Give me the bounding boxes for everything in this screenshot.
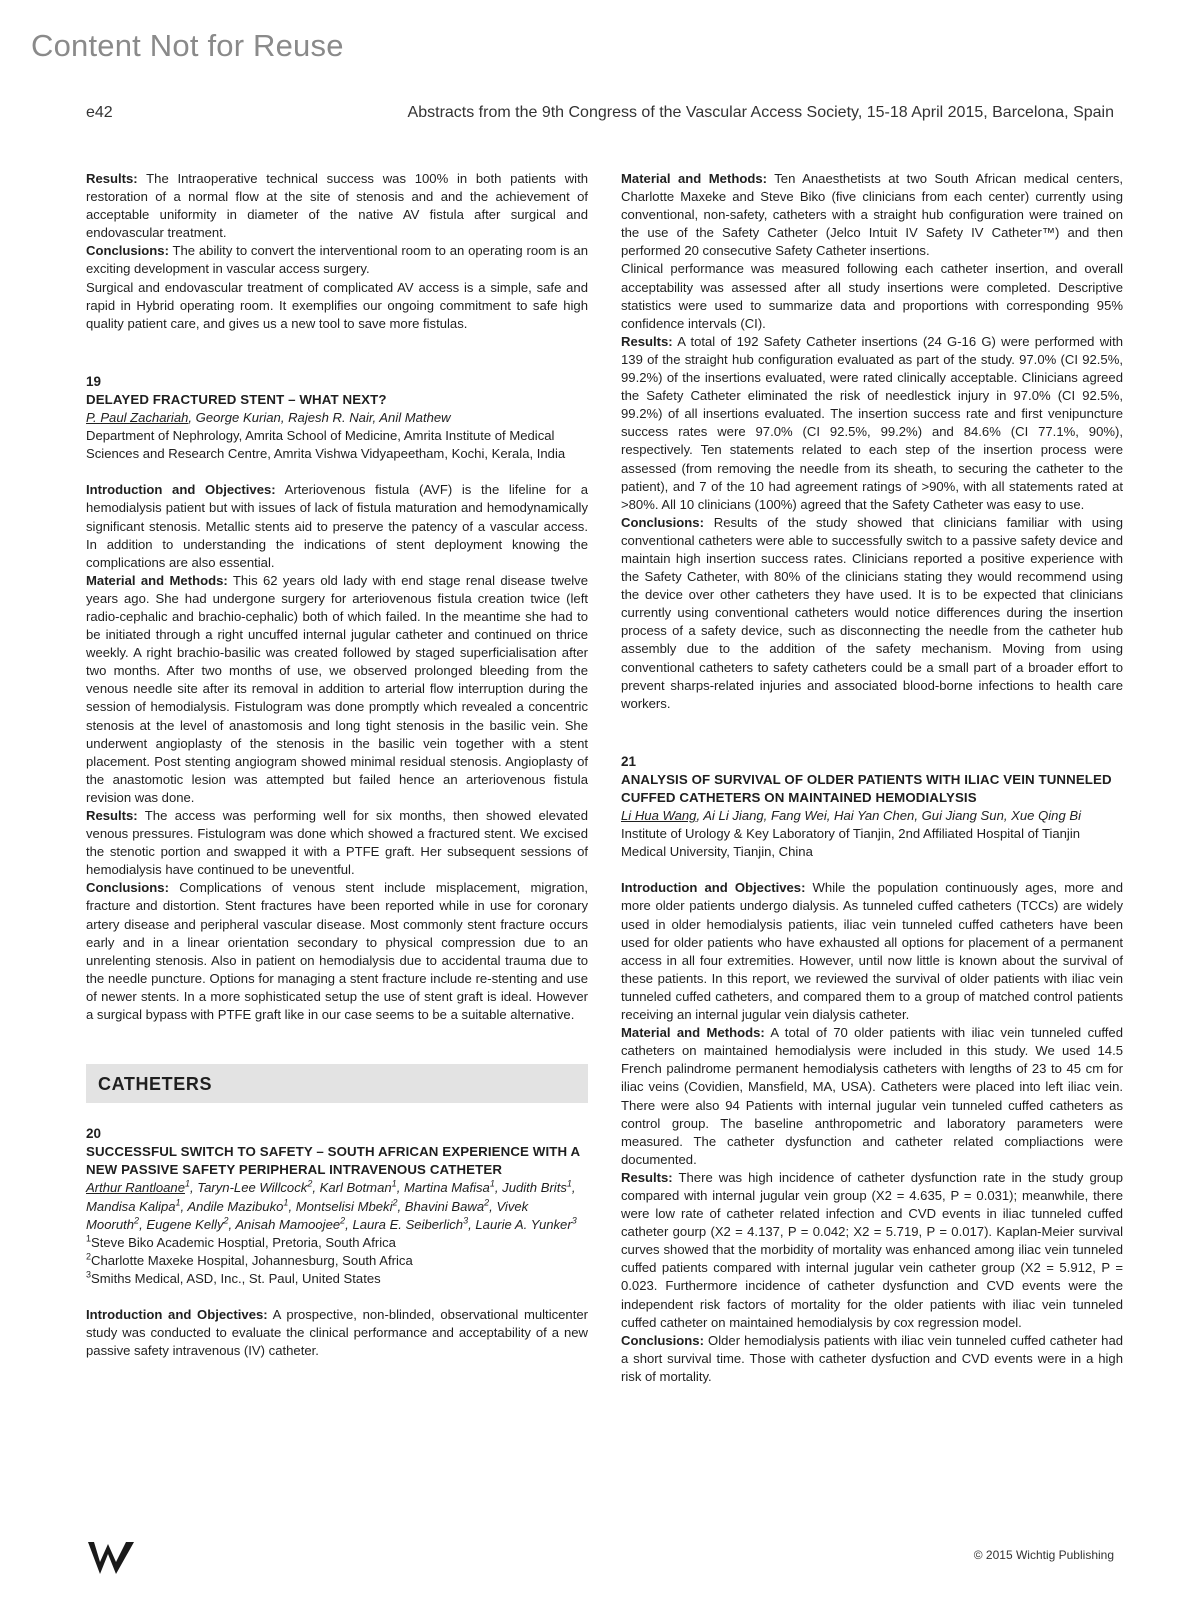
section-label: Conclusions: — [86, 880, 169, 896]
abstract-number: 19 — [86, 373, 102, 389]
body-text: The access was performing well for six months, then showed elevated venous pressures. Fistulogram was done which showed a fractured stent. We excised the stenotic portion and swapped it with a PTFE graft. Her subsequent sessions of hemodialysis have continued to be uneventful. — [86, 808, 588, 878]
affiliation-2: $^2$Charlotte Maxeke Hospital, Johannesburg, South Africa — [86, 1251, 413, 1268]
coauthors: , George Kurian, Rajesh R. Nair, Anil Mathew — [188, 410, 451, 426]
author-affiliation-mark: 2 — [223, 1215, 229, 1226]
body-text: The ability to convert the interventional room to an operating room is an exciting development in vascular access surgery. — [86, 243, 588, 277]
abstract-affiliation: Institute of Urology & Key Laboratory of Tianjin, 2nd Affiliated Hospital of Tianjin Medical University, Tianjin, China — [621, 826, 1081, 860]
section-label: Conclusions: — [86, 243, 169, 259]
page-number: e42 — [86, 104, 113, 121]
body-text: While the population continuously ages, more and more older patients undergo dialysis. As tunneled cuffed catheters (TCCs) are widely used in older hemodialysis patients, iliac vein tunneled cuffed catheters have been used for older patients who have exhausted all options for placement of a permanent access in all four extremities. However, until now little is known about the survival of these patients. In this report, we reviewed the survival of older patients with iliac vein tunneled cuffed catheters, and compared them to a group of matched control patients receiving an internal jugular vein dialysis catheter. — [621, 880, 1124, 1023]
author-name: Mandisa Kalipa — [86, 1198, 176, 1214]
body-text: Arteriovenous fistula (AVF) is the lifeline for a hemodialysis patient but with issues of lack of fistula maturation and hemodynamically significant stenosis. Metallic stents aid to preserve the patency of a vascular access. In addition to understanding the indications of stent deployment knowing the complications are also essential. — [86, 482, 589, 570]
section-label: Introduction and Objectives: — [621, 880, 806, 896]
body-text: There was high incidence of catheter dysfunction rate in the study group compared with internal jugular vein group (X2 = 4.635, P = 0.031); meanwhile, there were low rate of catheter related infection and CVD events in iliac tunneled cuffed catheter gourp (X2 = 4.137, P = 0.042; X2 = 5.719, P = 0.017). Kaplan-Meier survival curves showed that the morbidity of mortality was enhanced among iliac vein tunneled cuffed patients compared with internal jugular vein catheter group (X2 = 5.912, P = 0.023. Furthermore incidence of catheter dysfunction and CVD events were the independent risk factors of mortality for the older patients with iliac vein tunneled cuffed catheter on maintained hemodialysis by cox regression model. — [621, 1169, 1124, 1330]
author-affiliation-mark: 2 — [392, 1197, 398, 1208]
author-affiliation-mark: 2 — [307, 1179, 313, 1190]
section-label: Material and Methods: — [86, 572, 228, 588]
author-affiliation-mark: 1 — [283, 1197, 289, 1208]
a19-intro — [86, 481, 588, 571]
copyright: © 2015 Wichtig Publishing — [973, 1548, 1114, 1562]
abstract-title: DELAYED FRACTURED STENT – WHAT NEXT? — [86, 391, 387, 407]
left-column — [86, 170, 588, 1360]
author-name: Montselisi Mbeki — [295, 1198, 393, 1214]
watermark: Content Not for Reuse — [31, 28, 344, 63]
author-affiliation-mark: 1 — [391, 1179, 397, 1190]
section-label: Results: — [621, 1169, 673, 1185]
author-name: Martina Mafisa — [403, 1180, 490, 1196]
section-label: Material and Methods: — [621, 1025, 765, 1041]
coauthors: , Ai Li Jiang, Fang Wei, Hai Yan Chen, Gui Jiang Sun, Xue Qing Bi — [696, 808, 1082, 824]
author-name: Anisah Mamoojee — [235, 1216, 341, 1232]
right-column — [621, 170, 1123, 1386]
author-affiliation-mark: 2 — [134, 1215, 140, 1226]
author-name: Arthur Rantloane — [86, 1180, 185, 1196]
author-name: Bhavini Bawa — [404, 1198, 485, 1214]
abstract-number: 20 — [86, 1126, 102, 1142]
body-text: A prospective, non-blinded, observational multicenter study was conducted to evaluate the clinical performance and acceptability of a new passive safety intravenous (IV) catheter. — [86, 1306, 588, 1359]
a20-results — [621, 333, 1123, 514]
body-text: Ten Anaesthetists at two South African medical centers, Charlotte Maxeke and Steve Biko (five clinicians from each center) currently using conventional, non-safety, catheters with a straight hub configuration were trained on the use of the Safety Catheter (Jelco Intuit IV Safety IV Catheter™) and then performed 20 consecutive Safety Catheter insertions. — [621, 171, 1124, 259]
author-name: Karl Botman — [319, 1180, 392, 1196]
presenting-author: Li Hua Wang — [621, 808, 697, 824]
section-label: Introduction and Objectives: — [86, 1306, 268, 1322]
author-affiliation-mark: 1 — [489, 1179, 495, 1190]
wichtig-publishing-logo-icon — [86, 1540, 136, 1576]
author-affiliation-mark: 3 — [463, 1215, 469, 1226]
abstract-authors: Arthur Rantloane$^1$, Taryn-Lee Willcock$^2$, Karl Botman$^1$, Martina Mafisa$^1$, Judith Brits$^1$, Mandisa Kalipa$^1$, Andile Mazibuko$^1$, Montselisi Mbeki$^2$, Bhavini Bawa$^2$, Vivek Mooruth$^2$, Eugene Kelly$^2$, Anisah Mamoojee$^2$, Laura E. Seiberlich$^3$, Laurie A. Yunker$^3$ — [86, 1179, 577, 1232]
a19-methods — [86, 572, 588, 807]
a20-methods-2: Clinical performance was measured following each catheter insertion, and overall acceptability was assessed after all study insertions were completed. Descriptive statistics were used to summarize data and proportions with corresponding 95% confidence intervals (CI). — [621, 261, 1123, 331]
section-banner-catheters: CATHETERS — [86, 1064, 588, 1103]
a21-methods — [621, 1024, 1123, 1169]
abstract-title: SUCCESSFUL SWITCH TO SAFETY – SOUTH AFRICAN EXPERIENCE WITH A NEW PASSIVE SAFETY PERIPHERAL INTRAVENOUS CATHETER — [86, 1144, 580, 1178]
a21-results — [621, 1169, 1123, 1332]
body-text: Complications of venous stent include misplacement, migration, fracture and distortion. Stent fractures have been reported while in use for coronary artery disease and peripheral vascular disease. Most commonly stent fracture occurs early and in a linear orientation secondary to physical compression due to an unrelenting stenosis. Also in patient on hemodialysis due to accidental trauma due to the needle puncture. Options for managing a stent fracture include re-stenting and use of newer stents. In a more sophisticated setup the use of stent graft is ideal. However a surgical bypass with PTFE graft like in our case seems to be a suitable alternative. — [86, 880, 589, 1023]
abstract-authors — [621, 807, 1123, 825]
section-label: Conclusions: — [621, 1332, 704, 1348]
author-affiliation-mark: 1 — [566, 1179, 572, 1190]
author-name: Eugene Kelly — [146, 1216, 224, 1232]
a20-methods — [621, 170, 1123, 260]
abstract-affiliation: Department of Nephrology, Amrita School of Medicine, Amrita Institute of Medical Sciences and Research Centre, Amrita Vishwa Vidyapeetham, Kochi, Kerala, India — [86, 428, 566, 462]
section-label: Results: — [86, 808, 138, 823]
author-affiliation-mark: 1 — [175, 1197, 181, 1208]
author-name: Andile Mazibuko — [187, 1198, 284, 1214]
body-text: The Intraoperative technical success was 100% in both patients with restoration of a normal flow at the site of stenosis and and the achievement of acceptable uniformity in diameter of the native AV fistula after surgical and endovascular treatment. — [86, 171, 588, 241]
presenting-author: P. Paul Zachariah — [86, 410, 189, 426]
a19-conclusions — [86, 879, 588, 1024]
author-affiliation-mark: 1 — [185, 1179, 191, 1190]
abstract-title: ANALYSIS OF SURVIVAL OF OLDER PATIENTS WITH ILIAC VEIN TUNNELED CUFFED CATHETERS ON MAINTAINED HEMODIALYSIS — [621, 771, 1112, 805]
a21-intro — [621, 879, 1123, 1024]
section-label: Conclusions: — [621, 514, 704, 530]
body-text: This 62 years old lady with end stage renal disease twelve years ago. She had undergone surgery for arteriovenous fistula creation twice (left radio-cephalic and brachio-cephalic) both of which failed. In the meantime she had to be initiated through a right uncuffed internal jugular catheter and continued on thrice weekly. A right brachio-basilic was created followed by staged superficialisation after two months. After two months of use, we observed prolonged bleeding from the venous needle site after its removal in addition to arterial flow interruption during the session of hemodialysis. Fistulogram was done promptly which revealed a concentric stenosis at the level of anastomosis and long tight stenosis in the basilic vein. She underwent angioplasty of the stenosis in the basilic vein together with a stent placement. Post stenting angiogram showed minimal residual stenosis. Angioplasty of the anastomotic lesion was attempted but failed hence an arteriovenous fistula revision was done. — [86, 572, 589, 805]
abstract-number: 21 — [621, 753, 637, 769]
section-label: Introduction and Objectives: — [86, 482, 276, 498]
author-affiliation-mark: 2 — [484, 1197, 490, 1208]
author-name: Judith Brits — [502, 1180, 567, 1196]
section-label: Results: — [86, 171, 138, 186]
section-label: Results: — [621, 333, 673, 349]
author-affiliation-mark: 3 — [571, 1215, 577, 1226]
a20-intro — [86, 1306, 588, 1360]
section-label: Material and Methods: — [621, 171, 767, 186]
affiliation-3: $^3$Smiths Medical, ASD, Inc., St. Paul, United States — [86, 1269, 381, 1286]
author-name: Taryn-Lee Willcock — [197, 1180, 308, 1196]
author-name: Laurie A. Yunker — [475, 1216, 572, 1232]
running-head: Abstracts from the 9th Congress of the Vascular Access Society, 15-18 April 2015, Barcelona, Spain — [407, 104, 1114, 121]
body-text: A total of 70 older patients with iliac vein tunneled cuffed catheters on maintained hemodialysis were included in this study. We used 14.5 French palindrome permanent hemodialysis catheters with lengths of 23 to 45 cm for iliac veins (Covidien, Mansfield, MA, USA). Catheters were placed into left iliac vein. There were also 94 Patients with internal jugular vein tunneled cuffed catheters as control group. The baseline anthropometric and laboratory parameters were measured. The catheter dysfunction and catheter related compliactions were documented. — [621, 1025, 1124, 1167]
a21-conclusions — [621, 1332, 1123, 1386]
a20-conclusions — [621, 514, 1123, 713]
body-text: Results of the study showed that clinicians familiar with using conventional catheters were able to successfully switch to a passive safety device and maintain high insertion success rates. Clinicians reported a positive experience with the Safety Catheter, with 80% of the clinicians stating they would recommend using the device over other catheters they have used. It is to be expected that clinicians currently using conventional catheters would notice differences during the insertion process of a safety device, such as disconnecting the needle from the catheter hub assembly due to the addition of the safety mechanism. Moving from using conventional catheters to safety catheters could be a small part of a broader effort to prevent sharps-related injuries and associated blood-borne infections to health care workers. — [621, 514, 1123, 711]
body-text: A total of 192 Safety Catheter insertions (24 G-16 G) were performed with 139 of the straight hub configuration evaluated as part of the study. 97.0% (CI 92.5%, 99.2%) of the insertions evaluated, were rated clinically acceptable. Clinicians agreed the Safety Catheter eliminated the risk of needlestick injury in 97.0% (CI 92.5%, 99.2%) of all insertions evaluated. The insertion success rate and first venipuncture success rates were 97.0% (CI 92.5%, 99.2%) and 84.6% (CI 77.1%, 90%), respectively. Ten statements related to each step of the insertion process were assessed (from removing the needle from its sheath, to securing the catheter to the patient), and 7 of the 10 had agreement ratings of >90%, with all statements rated at >80%. All 10 clinicians (100%) agreed that the Safety Catheter was easy to use. — [621, 333, 1123, 512]
prev-conclusions — [86, 242, 588, 278]
affiliation-1: $^1$Steve Biko Academic Hosptial, Pretoria, South Africa — [86, 1233, 396, 1250]
author-name: Vivek Mooruth — [86, 1198, 529, 1232]
abstract-authors — [86, 409, 588, 427]
body-text: Older hemodialysis patients with iliac vein tunneled cuffed catheter had a short survival time. Those with catheter dysfuction and CVD events were in a high risk of mortality. — [621, 1332, 1124, 1384]
a19-results — [86, 807, 588, 879]
prev-results — [86, 170, 588, 242]
author-name: Laura E. Seiberlich — [352, 1216, 464, 1232]
author-affiliation-mark: 2 — [340, 1215, 346, 1226]
prev-extra: Surgical and endovascular treatment of complicated AV access is a simple, safe and rapid in Hybrid operating room. It exemplifies our ongoing commitment to safe high quality patient care, and gives us a new tool to save more fistulas. — [86, 279, 588, 331]
